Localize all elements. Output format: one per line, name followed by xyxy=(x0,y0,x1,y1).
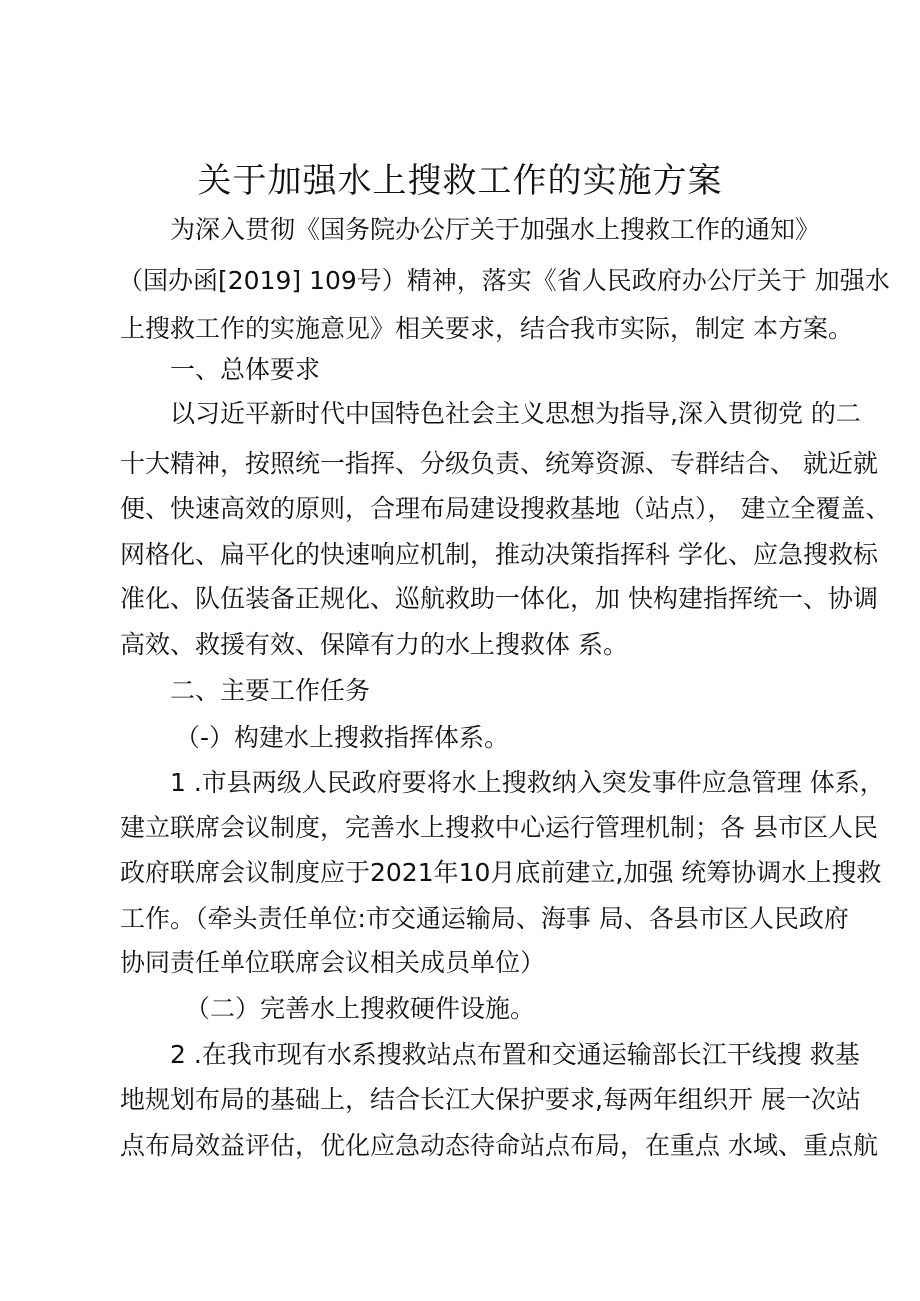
paragraph-line: 1 .市县两级人民政府要将水上搜救纳入突发事件应急管理 体系， xyxy=(170,768,885,797)
paragraph-line: 地规划布局的基础上，结合长江大保护要求,每两年组织开 展一次站 xyxy=(120,1085,861,1114)
section-heading: 二、主要工作任务 xyxy=(170,676,371,705)
paragraph-line: 2 .在我市现有水系搜救站点布置和交通运输部长江干线搜 救基 xyxy=(170,1040,860,1069)
paragraph-line: 准化、队伍装备正规化、巡航救助一体化，加 快构建指挥统一、协调 xyxy=(120,584,878,613)
paragraph-line: 网格化、扁平化的快速响应机制，推动决策指挥科 学化、应急搜救标 xyxy=(120,540,878,569)
paragraph-line: 便、快速高效的原则，合理布局建设搜救基地（站点）， 建立全覆盖、 xyxy=(120,494,891,523)
paragraph-line: 政府联席会议制度应于2021年10月底前建立,加强 统筹协调水上搜救 xyxy=(120,858,882,887)
paragraph-line: 点布局效益评估，优化应急动态待命站点布局，在重点 水域、重点航 xyxy=(120,1131,878,1160)
subsection-heading: （二）完善水上搜救硬件设施。 xyxy=(185,994,536,1023)
paragraph-line: 协同责任单位联席会议相关成员单位） xyxy=(120,948,546,977)
paragraph-line: （国办函[2019] 109号）精神，落实《省人民政府办公厅关于 加强水 xyxy=(118,266,890,295)
paragraph-line: 高效、救援有效、保障有力的水上搜救体 系。 xyxy=(120,630,628,659)
paragraph-line: 上搜救工作的实施意见》相关要求，结合我市实际，制定 本方案。 xyxy=(120,314,853,343)
section-heading: 一、总体要求 xyxy=(170,355,321,384)
paragraph-line: 以习近平新时代中国特色社会主义思想为指导,深入贯彻党 的二 xyxy=(170,399,861,428)
paragraph-line: 十大精神，按照统一指挥、分级负责、统筹资源、专群结合、 就近就 xyxy=(120,449,878,478)
paragraph-line: 工作。（牵头责任单位:市交通运输局、海事 局、各县市区人民政府 xyxy=(120,904,849,933)
document-title: 关于加强水上搜救工作的实施方案 xyxy=(197,161,723,201)
paragraph-line: 建立联席会议制度，完善水上搜救中心运行管理机制；各 县市区人民 xyxy=(120,813,878,842)
paragraph-line: 为深入贯彻《国务院办公厅关于加强水上搜救工作的通知》 xyxy=(170,215,821,244)
subsection-heading: （-）构建水上搜救指挥体系。 xyxy=(175,723,510,752)
